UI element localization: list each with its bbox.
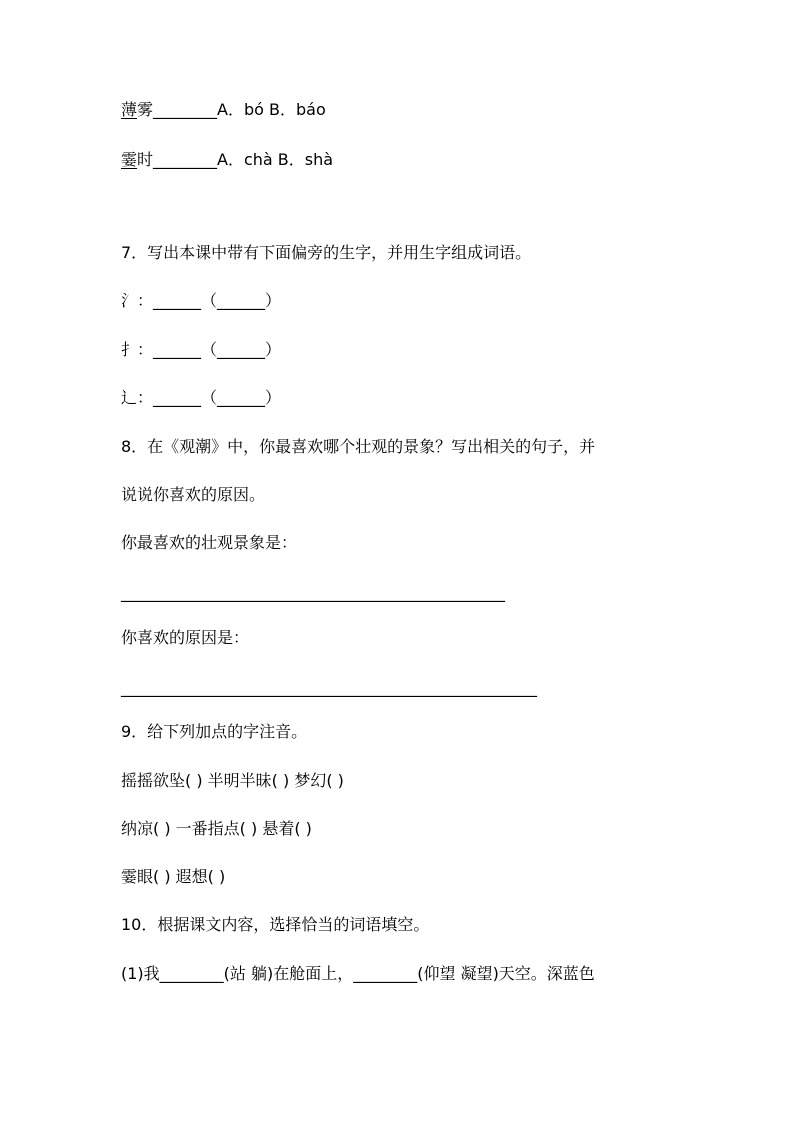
options: A．chà B．shà [217, 150, 334, 169]
radical-label: 氵： [121, 291, 154, 310]
q7-row-1 [121, 291, 281, 311]
underlined-char: 霎 [121, 150, 138, 169]
answer-blank[interactable]: ______（______） [153, 340, 282, 359]
q9-row-2: 纳凉( ) 一番指点( ) 悬着( ) [121, 819, 312, 838]
answer-blank[interactable]: ______（______） [153, 388, 282, 407]
q8-prompt-line1: 8．在《观潮》中，你最喜欢哪个壮观的景象？写出相关的句子，并 [121, 437, 596, 456]
q6-item2 [121, 150, 333, 170]
q7-row-2 [121, 340, 281, 360]
q8-label-2: 你喜欢的原因是： [121, 628, 250, 647]
q10-row-1: (1)我________(站 躺)在舱面上，________(仰望 凝望)天空。深蓝色 [121, 964, 595, 983]
answer-blank[interactable]: ______（______） [153, 291, 282, 310]
q8-answer-line-1[interactable]: ________________________________________________ [121, 583, 505, 602]
q9-row-1: 摇摇欲坠( ) 半明半昧( ) 梦幻( ) [121, 771, 344, 790]
word-rest: 雾 [137, 100, 154, 119]
underlined-char: 薄 [121, 100, 138, 119]
q7-prompt: 7．写出本课中带有下面偏旁的生字，并用生字组成词语。 [121, 243, 532, 262]
q8-answer-line-2[interactable]: ____________________________________________________ [121, 678, 537, 697]
answer-blank[interactable]: ________ [153, 100, 218, 119]
q7-row-3 [121, 388, 281, 408]
q9-prompt: 9．给下列加点的字注音。 [121, 722, 308, 741]
q8-prompt-line2: 说说你喜欢的原因。 [121, 485, 266, 504]
radical-label: 扌： [121, 340, 154, 359]
radical-label: 辶： [121, 388, 154, 407]
answer-blank[interactable]: ________ [153, 150, 218, 169]
options: A．bó B．báo [217, 100, 326, 119]
q6-item1 [121, 100, 326, 120]
word-rest: 时 [137, 150, 154, 169]
q8-label-1: 你最喜欢的壮观景象是： [121, 533, 298, 552]
q10-prompt: 10．根据课文内容，选择恰当的词语填空。 [121, 915, 430, 934]
q9-row-3: 霎眼( ) 遐想( ) [121, 867, 226, 886]
